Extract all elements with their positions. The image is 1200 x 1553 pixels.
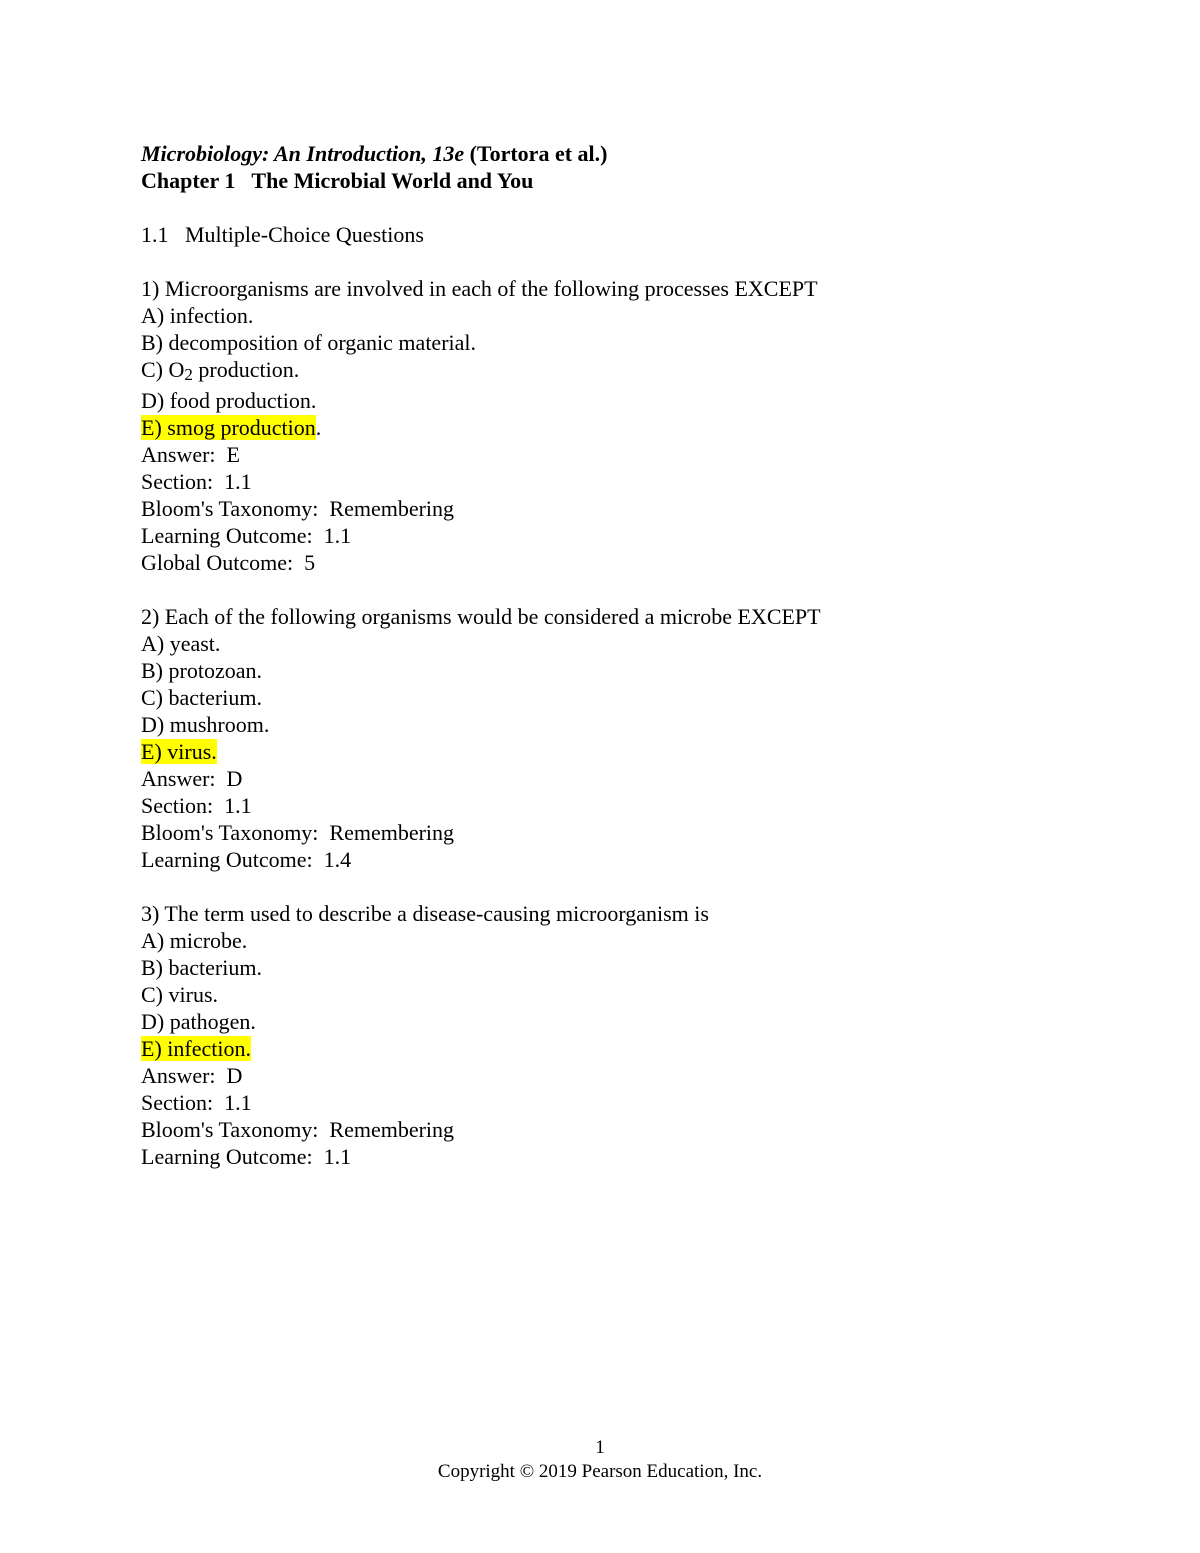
blooms-taxonomy: Bloom's Taxonomy: Remembering <box>141 820 455 845</box>
option-d: D) pathogen. <box>141 1009 256 1034</box>
learning-outcome: Learning Outcome: 1.4 <box>141 847 352 872</box>
section-ref: Section: 1.1 <box>141 793 252 818</box>
option-e <box>141 738 1101 765</box>
question-prompt: 3) The term used to describe a disease-causing microorganism is <box>141 901 709 926</box>
option-a: A) infection. <box>141 303 254 328</box>
page-number: 1 <box>595 1437 605 1458</box>
question-prompt: 1) Microorganisms are involved in each of the following processes EXCEPT <box>141 276 818 301</box>
option-e <box>141 1035 1101 1062</box>
option-e <box>141 414 1101 441</box>
option-c: C) virus. <box>141 982 218 1007</box>
highlighted-option: E) virus. <box>141 739 217 764</box>
book-authors: (Tortora et al.) <box>464 141 608 166</box>
question-prompt: 2) Each of the following organisms would be considered a microbe EXCEPT <box>141 604 821 629</box>
answer: Answer: E <box>141 442 240 467</box>
learning-outcome: Learning Outcome: 1.1 <box>141 523 352 548</box>
option-a: A) yeast. <box>141 631 221 656</box>
question-block-3 <box>141 900 1101 1170</box>
highlighted-option: E) infection. <box>141 1036 251 1061</box>
question-block-2 <box>141 603 1101 873</box>
spacer <box>141 194 1101 221</box>
learning-outcome: Learning Outcome: 1.1 <box>141 1144 352 1169</box>
option-c-suffix: production. <box>192 357 300 382</box>
option-c-prefix: C) O <box>141 357 185 382</box>
option-b: B) bacterium. <box>141 955 262 980</box>
option-c <box>141 356 1101 387</box>
copyright-notice: Copyright © 2019 Pearson Education, Inc. <box>437 1461 763 1482</box>
spacer <box>141 576 1101 603</box>
book-title-line <box>141 140 1101 167</box>
page-content <box>141 140 1101 1170</box>
chapter-title: Chapter 1 The Microbial World and You <box>141 168 534 193</box>
section-ref: Section: 1.1 <box>141 1090 252 1115</box>
blooms-taxonomy: Bloom's Taxonomy: Remembering <box>141 1117 455 1142</box>
answer: Answer: D <box>141 1063 243 1088</box>
option-b: B) protozoan. <box>141 658 262 683</box>
spacer <box>141 873 1101 900</box>
section-ref: Section: 1.1 <box>141 469 252 494</box>
option-d: D) mushroom. <box>141 712 270 737</box>
blooms-taxonomy: Bloom's Taxonomy: Remembering <box>141 496 455 521</box>
option-c: C) bacterium. <box>141 685 262 710</box>
highlighted-option: E) smog production <box>141 415 316 440</box>
spacer <box>141 248 1101 275</box>
answer: Answer: D <box>141 766 243 791</box>
section-heading: 1.1 Multiple-Choice Questions <box>141 222 424 247</box>
option-c-subscript: 2 <box>184 365 193 384</box>
option-d: D) food production. <box>141 388 317 413</box>
option-b: B) decomposition of organic material. <box>141 330 477 355</box>
question-block-1 <box>141 275 1101 576</box>
option-e-tail: . <box>315 415 322 440</box>
book-title: Microbiology: An Introduction, 13e <box>141 141 465 166</box>
global-outcome: Global Outcome: 5 <box>141 550 316 575</box>
option-a: A) microbe. <box>141 928 248 953</box>
